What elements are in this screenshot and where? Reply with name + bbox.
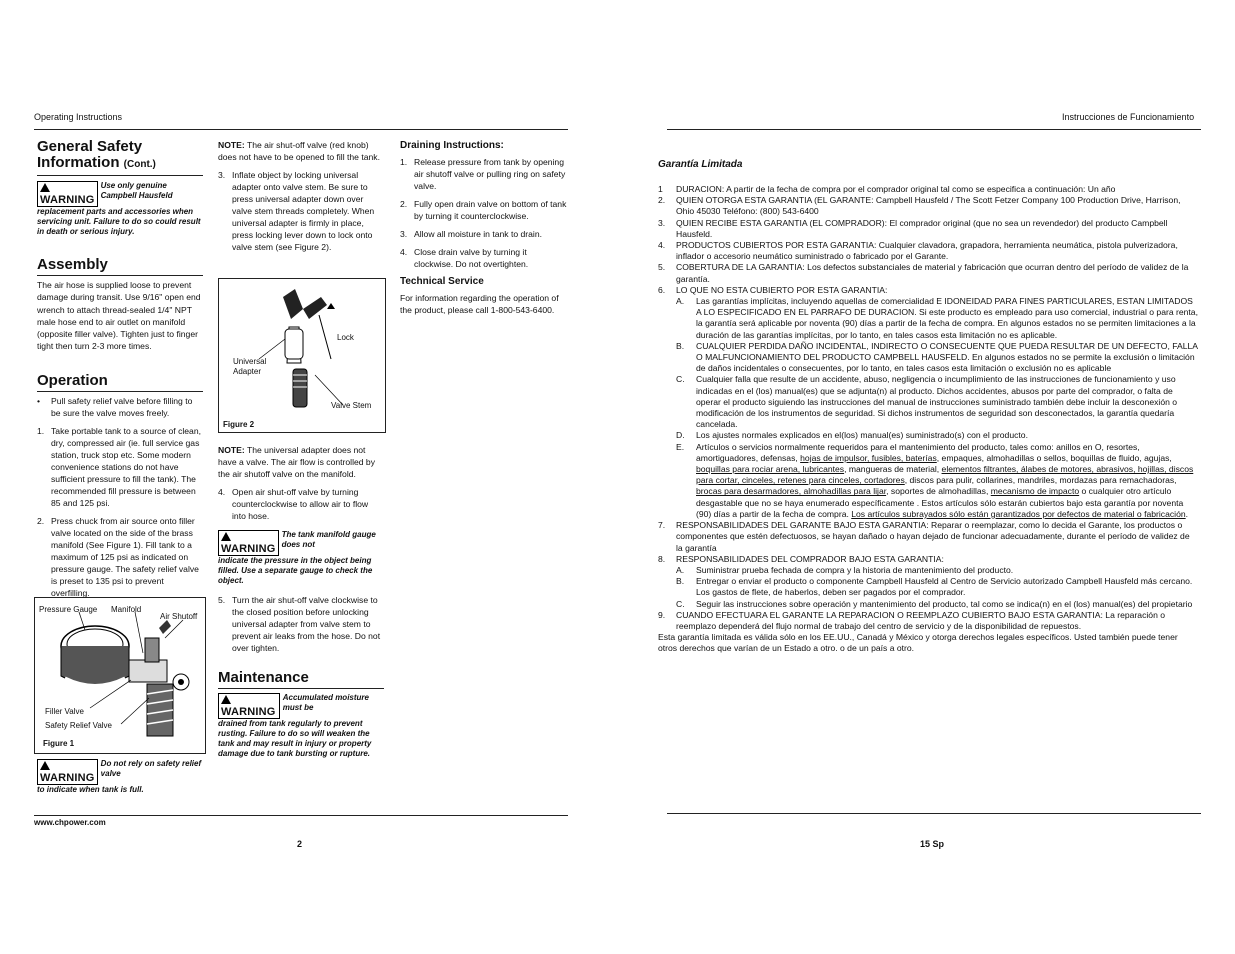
general-safety-title: General Safety Information	[37, 138, 143, 171]
warranty-item-8a: A. Suministrar prueba fechada de compra y la historia de mantenimiento del producto.	[676, 564, 1014, 575]
warranty-item-6b: B. CUALQUIER PERDIDA DAÑO INCIDENTAL, INDIRECTO O CONSECUENTE QUE PUEDA RESULTAR DE UN DEFECTO, FALLA O MALFUNCIONAMIENTO DEL PRODUCTO CAMPBELL HAUSFELD. En algunos estados no se permite la exclusión o limitación de daños incidentales o consecuentes, por lo tanto, en tales casos esta limitación o exclusión no es aplicable	[676, 340, 1198, 374]
assembly-heading: Assembly	[37, 257, 203, 276]
warranty-item-1: 1 DURACION: A partir de la fecha de compra por el comprador original tal como se especifica a continuación: Un año	[658, 184, 1116, 194]
gsi-warning	[37, 181, 203, 237]
label-air-shutoff: Air Shutoff	[160, 612, 198, 621]
header-rule-left	[34, 129, 568, 130]
warranty-item-6c: C. Cualquier falla que resulte de un accidente, abuso, negligencia o incumplimiento de las instrucciones de funcionamiento y uso indicadas en el (los) manual(es) que se adjunta(n) al producto. Dichos accidentes, abusos por parte del comprador, o falta de operar el producto siguiendo las instrucciones del manual de instrucciones suministrado también debe incluir la desconexión o modificación de los instrumentos de seguridad. Si dichos instrumentos de seguridad son desconectados, la garantía quedaría cancelada.	[676, 374, 1178, 430]
warning-badge: WARNING	[37, 181, 98, 207]
warning-badge: WARNING	[218, 693, 280, 719]
header-left: Operating Instructions	[34, 112, 123, 122]
drain-item-2: 2. Fully open drain valve on bottom of tank by turning it counterclockwise.	[400, 199, 567, 221]
label-universal: Universal	[233, 357, 267, 366]
figure-1	[34, 597, 206, 754]
figure-1-caption: Figure 1	[43, 739, 75, 748]
maintenance-warning: WARNING Accumulated moisture must be drained from tank regularly to prevent rusting. Failure to do so will weaken the tank and may result in injury or property damage due to tank bursting or rupture.	[218, 693, 372, 758]
drain-item-3: 3. Allow all moisture in tank to drain.	[400, 229, 543, 239]
label-adapter: Adapter	[233, 367, 262, 376]
warranty-item-4: 4. PRODUCTOS CUBIERTOS POR ESTA GARANTIA: Cualquier clavadora, grapadora, herramienta neumática, pistola pulverizadora, inflador o accesorio neumático suministrado o fabricado por el Garante.	[658, 240, 1178, 262]
warning-badge: WARNING	[218, 530, 279, 556]
warranty-item-6: 6. LO QUE NO ESTA CUBIERTO POR ESTA GARANTIA:	[658, 284, 888, 295]
warranty-title: Garantía Limitada	[658, 159, 743, 170]
label-safety-relief-valve: Safety Relief Valve	[45, 721, 112, 730]
relief-valve-warning: WARNING Do not rely on safety relief valve to indicate when tank is full.	[37, 759, 202, 794]
operation-item-5: 5. Turn the air shut-off valve clockwise to the closed position before unlocking universal adapter from valve stem to prevent air leaks from the hose. Do not over tighten.	[218, 595, 381, 653]
maintenance-heading: Maintenance	[218, 670, 384, 689]
technical-service-text: For information regarding the operation of the product, please call 1-800-543-6400.	[400, 293, 559, 315]
warranty-body	[658, 184, 1198, 655]
warning-triangle-icon	[40, 761, 50, 770]
draining-heading: Draining Instructions:	[400, 140, 504, 151]
warranty-item-6a: A. Las garantías implícitas, incluyendo aquellas de comercialidad E IDONEIDAD PARA FINES PARTICULARES, ESTAN LIMITADOS A LO ESPECIFICADO EN EL PARRAFO DE DURACION. Si este producto es empleado para uso comercial, industrial o para renta, la garantía será aplicable por noventa (90) días a partir de la fecha de compra. En algunos estados no se permiten limitaciones a la duración de las garantías implícitas, por lo tanto, en tales casos esta limitación no es aplicable.	[676, 296, 1198, 340]
page-number-left: 2	[297, 839, 303, 849]
warning-triangle-icon	[40, 183, 50, 192]
note-2: NOTE: The universal adapter does not have a valve. The air flow is controlled by the air shutoff valve on the manifold.	[218, 445, 375, 479]
header-right: Instrucciones de Funcionamiento	[1062, 112, 1195, 122]
warranty-item-8: 8. RESPONSABILIDADES DEL COMPRADOR BAJO ESTA GARANTIA:	[658, 553, 944, 564]
general-safety-cont: (Cont.)	[123, 159, 156, 170]
warranty-item-6d: D. Los ajustes normales explicados en el(los) manual(es) suministrado(s) con el producto.	[676, 430, 1028, 441]
operation-item-2: 2. Press chuck from air source onto filler valve located on the side of the brass manifold (See Figure 1). Fill tank to a maximum of 125 psi as indicated on pressure gauge. The safety relief valve is preset to 135 psi to prevent overfilling.	[37, 515, 199, 598]
label-manifold: Manifold	[111, 605, 142, 614]
operation-heading: Operation	[37, 373, 203, 392]
warning-badge: WARNING	[37, 759, 98, 785]
gauge-warning: WARNING The tank manifold gauge does not indicate the pressure in the object being filled. Use a separate gauge to check the object.	[218, 530, 376, 585]
label-filler-valve: Filler Valve	[45, 707, 84, 716]
figure-2	[218, 278, 386, 433]
assembly-text: The air hose is supplied loose to prevent damage during transit. Use 9/16" open end wrench to attach thread-sealed 1/4" NPT male hose end to air outlet on manifold (opposite filler valve). Tighten just to finger tight then turn 2-3 more times.	[37, 280, 201, 352]
gsi-warning-inline: Use only genuine Campbell Hausfeld	[100, 181, 173, 200]
warranty-item-5: 5. COBERTURA DE LA GARANTIA: Los defectos substanciales de material y fabricación que ocurran dentro del período de validez de la garantía.	[658, 262, 1189, 284]
label-pressure-gauge: Pressure Gauge	[39, 605, 98, 614]
page-number-right: 15 Sp	[920, 839, 945, 849]
warning-triangle-icon	[221, 695, 231, 704]
column-3	[400, 140, 568, 316]
label-lock: Lock	[337, 333, 354, 342]
column-1	[37, 139, 203, 605]
figure-2-caption: Figure 2	[223, 420, 255, 429]
warranty-item-3: 3. QUIEN RECIBE ESTA GARANTIA (EL COMPRADOR): El comprador original (que no sea un revendedor) del producto Campbell Hausfeld.	[658, 217, 1168, 239]
column-2-lower	[218, 444, 384, 759]
warning-triangle-icon	[221, 532, 231, 541]
general-safety-heading	[37, 139, 203, 176]
warranty-item-9: 9. CUANDO EFECTUARA EL GARANTE LA REPARACION O REEMPLAZO CUBIERTO BAJO ESTA GARANTIA: La reparación o reemplazo dependerá del flujo normal de trabajo del centro de servicio y de la disponibilidad de repuestos.	[658, 609, 1166, 631]
warranty-closing: Esta garantía limitada es válida sólo en los EE.UU., Canadá y México y otorga derechos legales específicos. Usted también puede tener otros derechos que varían de un Estado a otro. o de un país a otro.	[658, 632, 1178, 654]
warranty-item-8c: C. Seguir las instrucciones sobre operación y mantenimiento del producto, tal como se indica(n) en el (los) manual(es) del propietario	[676, 598, 1193, 609]
column-2	[218, 139, 384, 259]
operation-item-3: 3. Inflate object by locking universal adapter onto valve stem. Be sure to press universal adapter down over valve stem threads completely. When universal adapter is firmly in place, press locking lever down to lock onto valve stem (see Figure 2).	[218, 170, 375, 252]
warranty-item-8b: B. Entregar o enviar el producto o componente Campbell Hausfeld al Centro de Servicio autorizado Campbell Hausfeld más cercano. Los gastos de flete, de haberlos, deben ser pagados por el comprador.	[676, 576, 1193, 598]
warranty-item-2: 2. QUIEN OTORGA ESTA GARANTIA (EL GARANTE: Campbell Hausfeld / The Scott Fetzer Company 100 Production Drive, Harrison, Ohio 45030 Teléfono: (800) 543-6400	[658, 195, 1181, 217]
operation-item-4: 4. Open air shut-off valve by turning counterclockwise to allow air to flow into hose.	[218, 487, 369, 521]
gsi-warning-rest: replacement parts and accessories when servicing unit. Failure to do so could result in death or serious injury.	[37, 207, 201, 236]
warranty-item-6e: E. Artículos o servicios normalmente requeridos para el mantenimiento del producto, tales como: anillos en O, resortes, amortiguadores, defensas, hojas de impulsor, fusibles, baterías, empaques, almohadillas o sellos, boquillas de fluido, agujas, boquillas para rociar arena, lubricantes, mangueras de material, elementos filtrantes, álabes de motores, abrasivos, hojillas, discos para cortar, cinceles, retenes para cinceles, cortadores, discos para pulir, collarines, mandriles, mordazas para remachadoras, brocas para desarmadores, almohadillas para lijar, soportes de almohadillas, mecanismo de impacto o cualquier otro artículo desgastable que no se haya enumerado específicamente . Estos artículos sólo estarán cubiertos bajo esta garantía por noventa (90) días a partir de la fecha de compra. Los artículos subrayados sólo están garantizados por defectos de material o fabricación.	[676, 441, 1194, 519]
technical-service-heading: Technical Service	[400, 276, 484, 287]
warranty-item-7: 7. RESPONSABILIDADES DEL GARANTE BAJO ESTA GARANTIA: Reparar o reemplazar, como lo decida el Garante, los productos o componentes que estén defectuosos, se hayan dañado o hayan dejado de funcionar adecuadamente, durante el período de validez de la garantía	[658, 520, 1190, 553]
note-1: NOTE: The air shut-off valve (red knob) does not have to be opened to fill the tank.	[218, 140, 380, 162]
operation-item-1: 1. Take portable tank to a source of clean, dry, compressed air (ie. full service gas station, truck stop etc. Some modern convenience stations do not have sufficient pressure to fill the tank). The recommended fill pressure is between 85 and 125 psi.	[37, 425, 202, 508]
drain-item-4: 4. Close drain valve by turning it clockwise. Do not overtighten.	[400, 247, 529, 269]
label-valve-stem: Valve Stem	[331, 401, 372, 410]
footer-rule-left	[34, 815, 568, 816]
operation-bullet: • Pull safety relief valve before filling to be sure the valve moves freely.	[37, 395, 193, 418]
footer-rule-right	[667, 813, 1201, 814]
drain-item-1: 1. Release pressure from tank by opening air shutoff valve or pulling ring on safety valve.	[400, 157, 566, 191]
website: www.chpower.com	[34, 818, 106, 827]
header-rule-right	[667, 129, 1201, 130]
